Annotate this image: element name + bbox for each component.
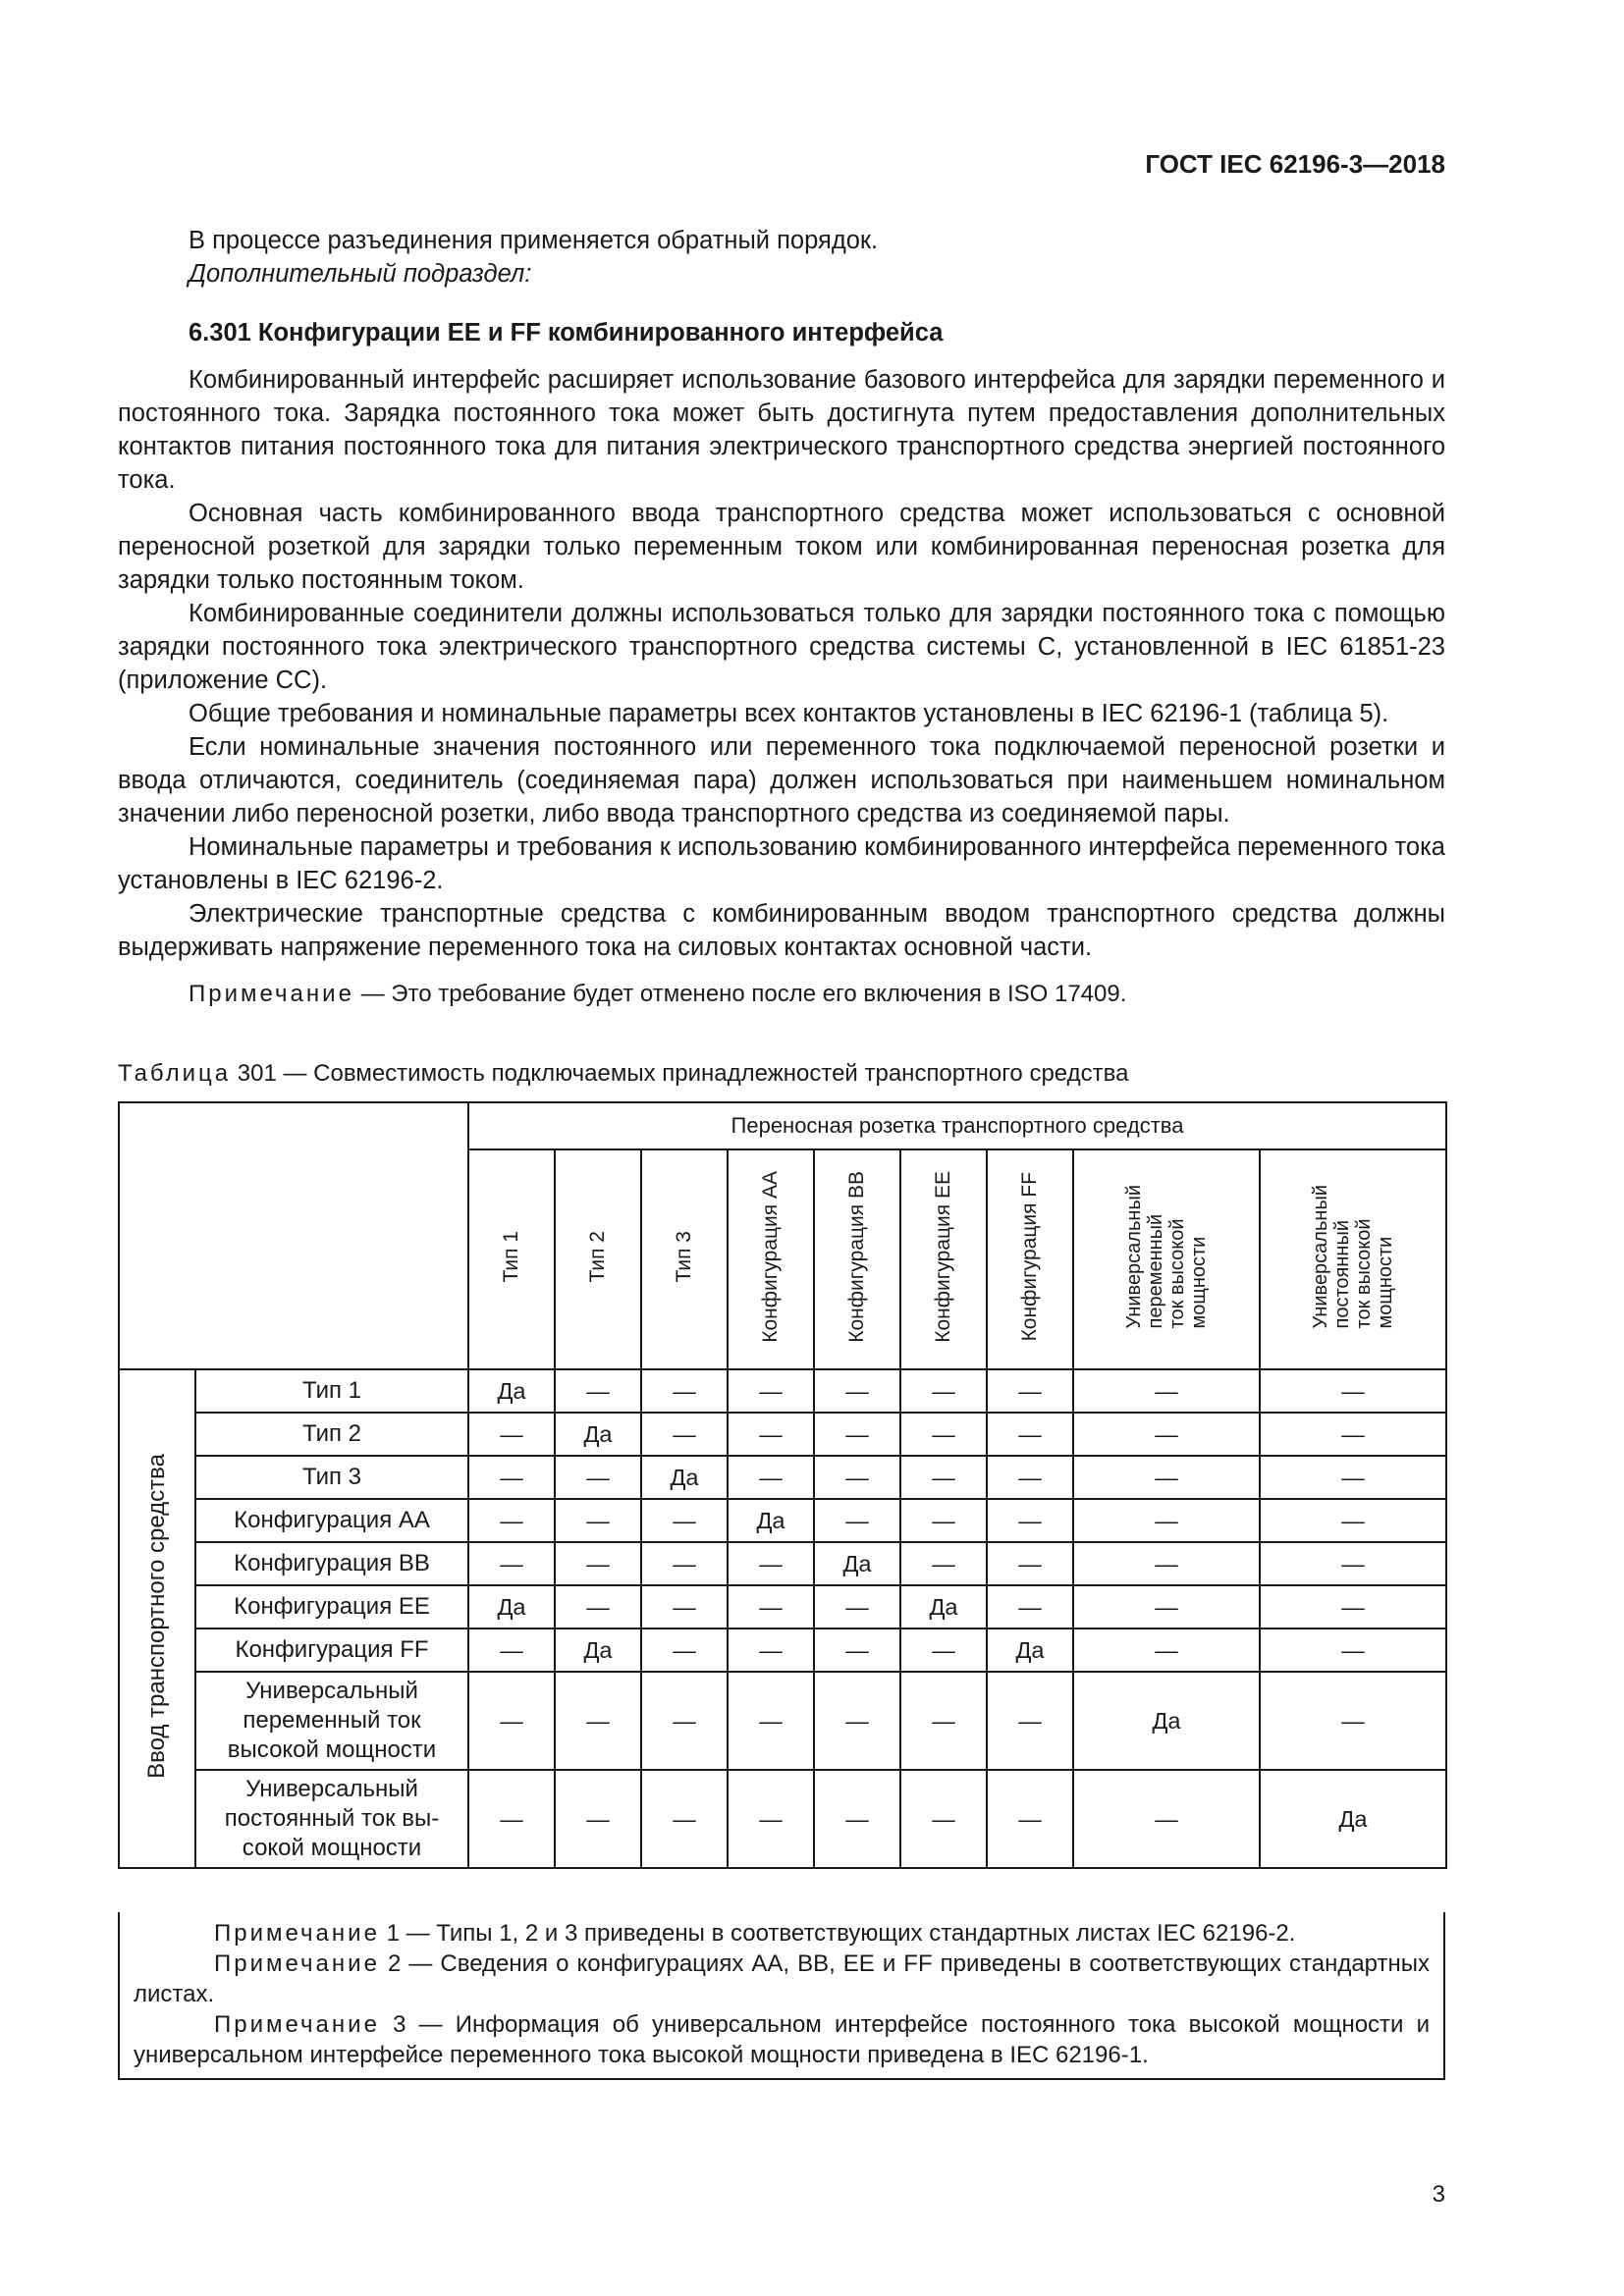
table-row: [119, 1413, 1446, 1456]
row-label: Конфигурация ЕЕ: [195, 1585, 468, 1629]
table-cell: —: [1260, 1413, 1446, 1456]
table-cell: —: [555, 1672, 641, 1770]
table-corner: [119, 1102, 468, 1369]
table-cell: —: [468, 1770, 555, 1868]
table-cell: —: [814, 1499, 900, 1542]
table-cell: —: [987, 1456, 1073, 1499]
col-header: Тип 1: [468, 1149, 555, 1369]
table-cell: —: [555, 1542, 641, 1585]
table-cell: Да: [555, 1629, 641, 1672]
table-cell: —: [641, 1629, 728, 1672]
table-cell: —: [728, 1456, 814, 1499]
table-cell: Да: [1073, 1672, 1260, 1770]
table-cell: —: [987, 1413, 1073, 1456]
table-cell: —: [728, 1542, 814, 1585]
table-cell: —: [814, 1585, 900, 1629]
document-header: ГОСТ IEC 62196-3—2018: [1145, 149, 1445, 179]
table-cell: —: [1073, 1770, 1260, 1868]
table-cell: —: [555, 1369, 641, 1413]
paragraph: Если номинальные значения постоянного или переменного тока подключаемой переносной розетки и ввода отличаются, соединитель (соединяемая пара) должен использоваться при наименьшем номинальном значении либо переносной розетки, либо ввода транспортного средства из соединяемой пары.: [118, 733, 1445, 828]
col-group-header: Переносная розетка транспортного средства: [468, 1102, 1446, 1149]
paragraph: Номинальные параметры и требования к использованию комбинированного интерфейса переменного тока установлены в IEC 62196-2.: [118, 833, 1445, 894]
table-cell: —: [468, 1499, 555, 1542]
table-cell: —: [728, 1770, 814, 1868]
table-cell: Да: [468, 1369, 555, 1413]
table-cell: —: [728, 1413, 814, 1456]
row-label: Универсальный переменный ток высокой мощности: [195, 1672, 468, 1770]
table-cell: —: [641, 1770, 728, 1868]
table-caption: [118, 1060, 1128, 1088]
page-number: 3: [1432, 2181, 1445, 2208]
col-header-universal-ac: Универсальный переменный ток высокой мощности: [1073, 1149, 1260, 1369]
table-cell: —: [1260, 1456, 1446, 1499]
note-label: Примечание: [189, 981, 354, 1007]
table-cell: —: [641, 1369, 728, 1413]
col-header: Конфигурация ВВ: [814, 1149, 900, 1369]
row-label: Тип 2: [195, 1413, 468, 1456]
table-row: [119, 1585, 1446, 1629]
col-header: Конфигурация FF: [987, 1149, 1073, 1369]
table-cell: —: [468, 1672, 555, 1770]
table-cell: —: [987, 1542, 1073, 1585]
table-cell: Да: [468, 1585, 555, 1629]
table-cell: —: [555, 1499, 641, 1542]
table-cell: —: [900, 1542, 987, 1585]
table-cell: —: [728, 1585, 814, 1629]
table-notes: [118, 1912, 1445, 2080]
table-cell: —: [987, 1770, 1073, 1868]
table-cell: —: [555, 1770, 641, 1868]
table-cell: —: [555, 1585, 641, 1629]
paragraph-additional-subsection: Дополнительный подраздел:: [189, 260, 532, 288]
table-cell: Да: [1260, 1770, 1446, 1868]
table-cell: —: [728, 1672, 814, 1770]
table-cell: —: [1073, 1629, 1260, 1672]
table-cell: —: [1260, 1369, 1446, 1413]
table-cell: —: [1073, 1585, 1260, 1629]
table-cell: —: [468, 1456, 555, 1499]
col-header: Конфигурация ЕЕ: [900, 1149, 987, 1369]
table-cell: —: [1073, 1499, 1260, 1542]
table-cell: —: [987, 1369, 1073, 1413]
table-note: Примечание 1 — Типы 1, 2 и 3 приведены в соответствующих стандартных листах IEC 62196-2.: [214, 1920, 1296, 1947]
table-cell: —: [641, 1413, 728, 1456]
table-cell: —: [814, 1629, 900, 1672]
paragraph: Комбинированный интерфейс расширяет использование базового интерфейса для зарядки переменного и постоянного тока. Зарядка постоянного тока может быть достигнута путем предоставления дополнительных контактов питания постоянного тока для питания электрического транспортного средства энергией постоянного тока.: [118, 366, 1445, 494]
table-row: [119, 1672, 1446, 1770]
table-cell: —: [900, 1629, 987, 1672]
table-cell: —: [468, 1542, 555, 1585]
table-note: Примечание 2 — Сведения о конфигурациях АА, ВВ, ЕЕ и FF приведены в соответствующих стандартных листах.: [134, 1950, 1430, 2007]
table-cell: —: [1260, 1499, 1446, 1542]
table-cell: —: [814, 1770, 900, 1868]
row-label: Конфигурация АА: [195, 1499, 468, 1542]
table-cell: —: [987, 1499, 1073, 1542]
paragraph: Общие требования и номинальные параметры всех контактов установлены в IEC 62196-1 (таблица 5).: [189, 700, 1389, 727]
table-cell: —: [987, 1672, 1073, 1770]
table-cell: Да: [555, 1413, 641, 1456]
row-label: Тип 3: [195, 1456, 468, 1499]
table-cell: —: [555, 1456, 641, 1499]
table-cell: Да: [641, 1456, 728, 1499]
table-cell: —: [468, 1629, 555, 1672]
paragraph: Основная часть комбинированного ввода транспортного средства может использоваться с основной переносной розеткой для зарядки только переменным током или комбинированная переносная розетка для зарядки только постоянным током.: [118, 500, 1445, 594]
row-label: Конфигурация FF: [195, 1629, 468, 1672]
table-cell: —: [814, 1672, 900, 1770]
table-cell: —: [468, 1413, 555, 1456]
paragraph-disconnect: В процессе разъединения применяется обратный порядок.: [189, 227, 879, 254]
section-heading: 6.301 Конфигурации EE и FF комбинированного интерфейса: [189, 319, 944, 347]
table-cell: —: [1073, 1369, 1260, 1413]
table-row: [119, 1542, 1446, 1585]
table-row: [119, 1629, 1446, 1672]
table-cell: —: [900, 1413, 987, 1456]
table-row: [119, 1456, 1446, 1499]
table-cell: Да: [900, 1585, 987, 1629]
table-cell: —: [641, 1672, 728, 1770]
row-label: Тип 1: [195, 1369, 468, 1413]
table-cell: —: [814, 1456, 900, 1499]
table-cell: —: [1260, 1672, 1446, 1770]
table-cell: —: [900, 1770, 987, 1868]
note-text: — Это требование будет отменено после его включения в ISO 17409.: [353, 981, 1127, 1007]
col-header: Конфигурация АА: [728, 1149, 814, 1369]
paragraph: Электрические транспортные средства с комбинированным вводом транспортного средства должны выдерживать напряжение переменного тока на силовых контактах основной части.: [118, 900, 1445, 961]
table-cell: —: [1073, 1456, 1260, 1499]
col-header-universal-dc: Универсальный постоянный ток высокой мощности: [1260, 1149, 1446, 1369]
compatibility-table: [118, 1101, 1447, 1869]
table-cell: —: [1260, 1629, 1446, 1672]
table-cell: —: [728, 1369, 814, 1413]
table-cell: —: [1073, 1542, 1260, 1585]
table-cell: —: [1260, 1542, 1446, 1585]
row-label: Универсальный постоянный ток вы- сокой мощности: [195, 1770, 468, 1868]
table-cell: —: [900, 1499, 987, 1542]
table-cell: —: [900, 1672, 987, 1770]
table-cell: —: [641, 1542, 728, 1585]
table-cell: —: [987, 1585, 1073, 1629]
table-cell: —: [1260, 1585, 1446, 1629]
table-row: [119, 1369, 1446, 1413]
table-cell: —: [641, 1585, 728, 1629]
table-cell: Да: [814, 1542, 900, 1585]
note: [118, 978, 1445, 1011]
table-cell: —: [1073, 1413, 1260, 1456]
col-header: Тип 3: [641, 1149, 728, 1369]
table-cell: —: [814, 1369, 900, 1413]
table-cell: Да: [987, 1629, 1073, 1672]
table-caption-label: Таблица: [118, 1060, 232, 1087]
col-header: Тип 2: [555, 1149, 641, 1369]
table-cell: —: [728, 1629, 814, 1672]
table-caption-text: 301 — Совместимость подключаемых принадлежностей транспортного средства: [231, 1060, 1129, 1087]
table-note: Примечание 3 — Информация об универсальном интерфейсе постоянного тока высокой мощности и универсальном интерфейсе переменного тока высокой мощности приведена в IEC 62196-1.: [134, 2011, 1430, 2068]
paragraph: Комбинированные соединители должны использоваться только для зарядки постоянного тока с помощью зарядки постоянного тока электрического транспортного средства системы С, установленной в IEC 61851-23 (приложение СС).: [118, 600, 1445, 694]
table-cell: —: [641, 1499, 728, 1542]
table-row: [119, 1770, 1446, 1868]
body-text: [118, 224, 1445, 1011]
table-cell: —: [814, 1413, 900, 1456]
row-label: Конфигурация ВВ: [195, 1542, 468, 1585]
row-group-header: Ввод транспортного средства: [119, 1369, 195, 1868]
table-cell: —: [900, 1369, 987, 1413]
table-row: [119, 1499, 1446, 1542]
table-cell: —: [900, 1456, 987, 1499]
table-cell: Да: [728, 1499, 814, 1542]
